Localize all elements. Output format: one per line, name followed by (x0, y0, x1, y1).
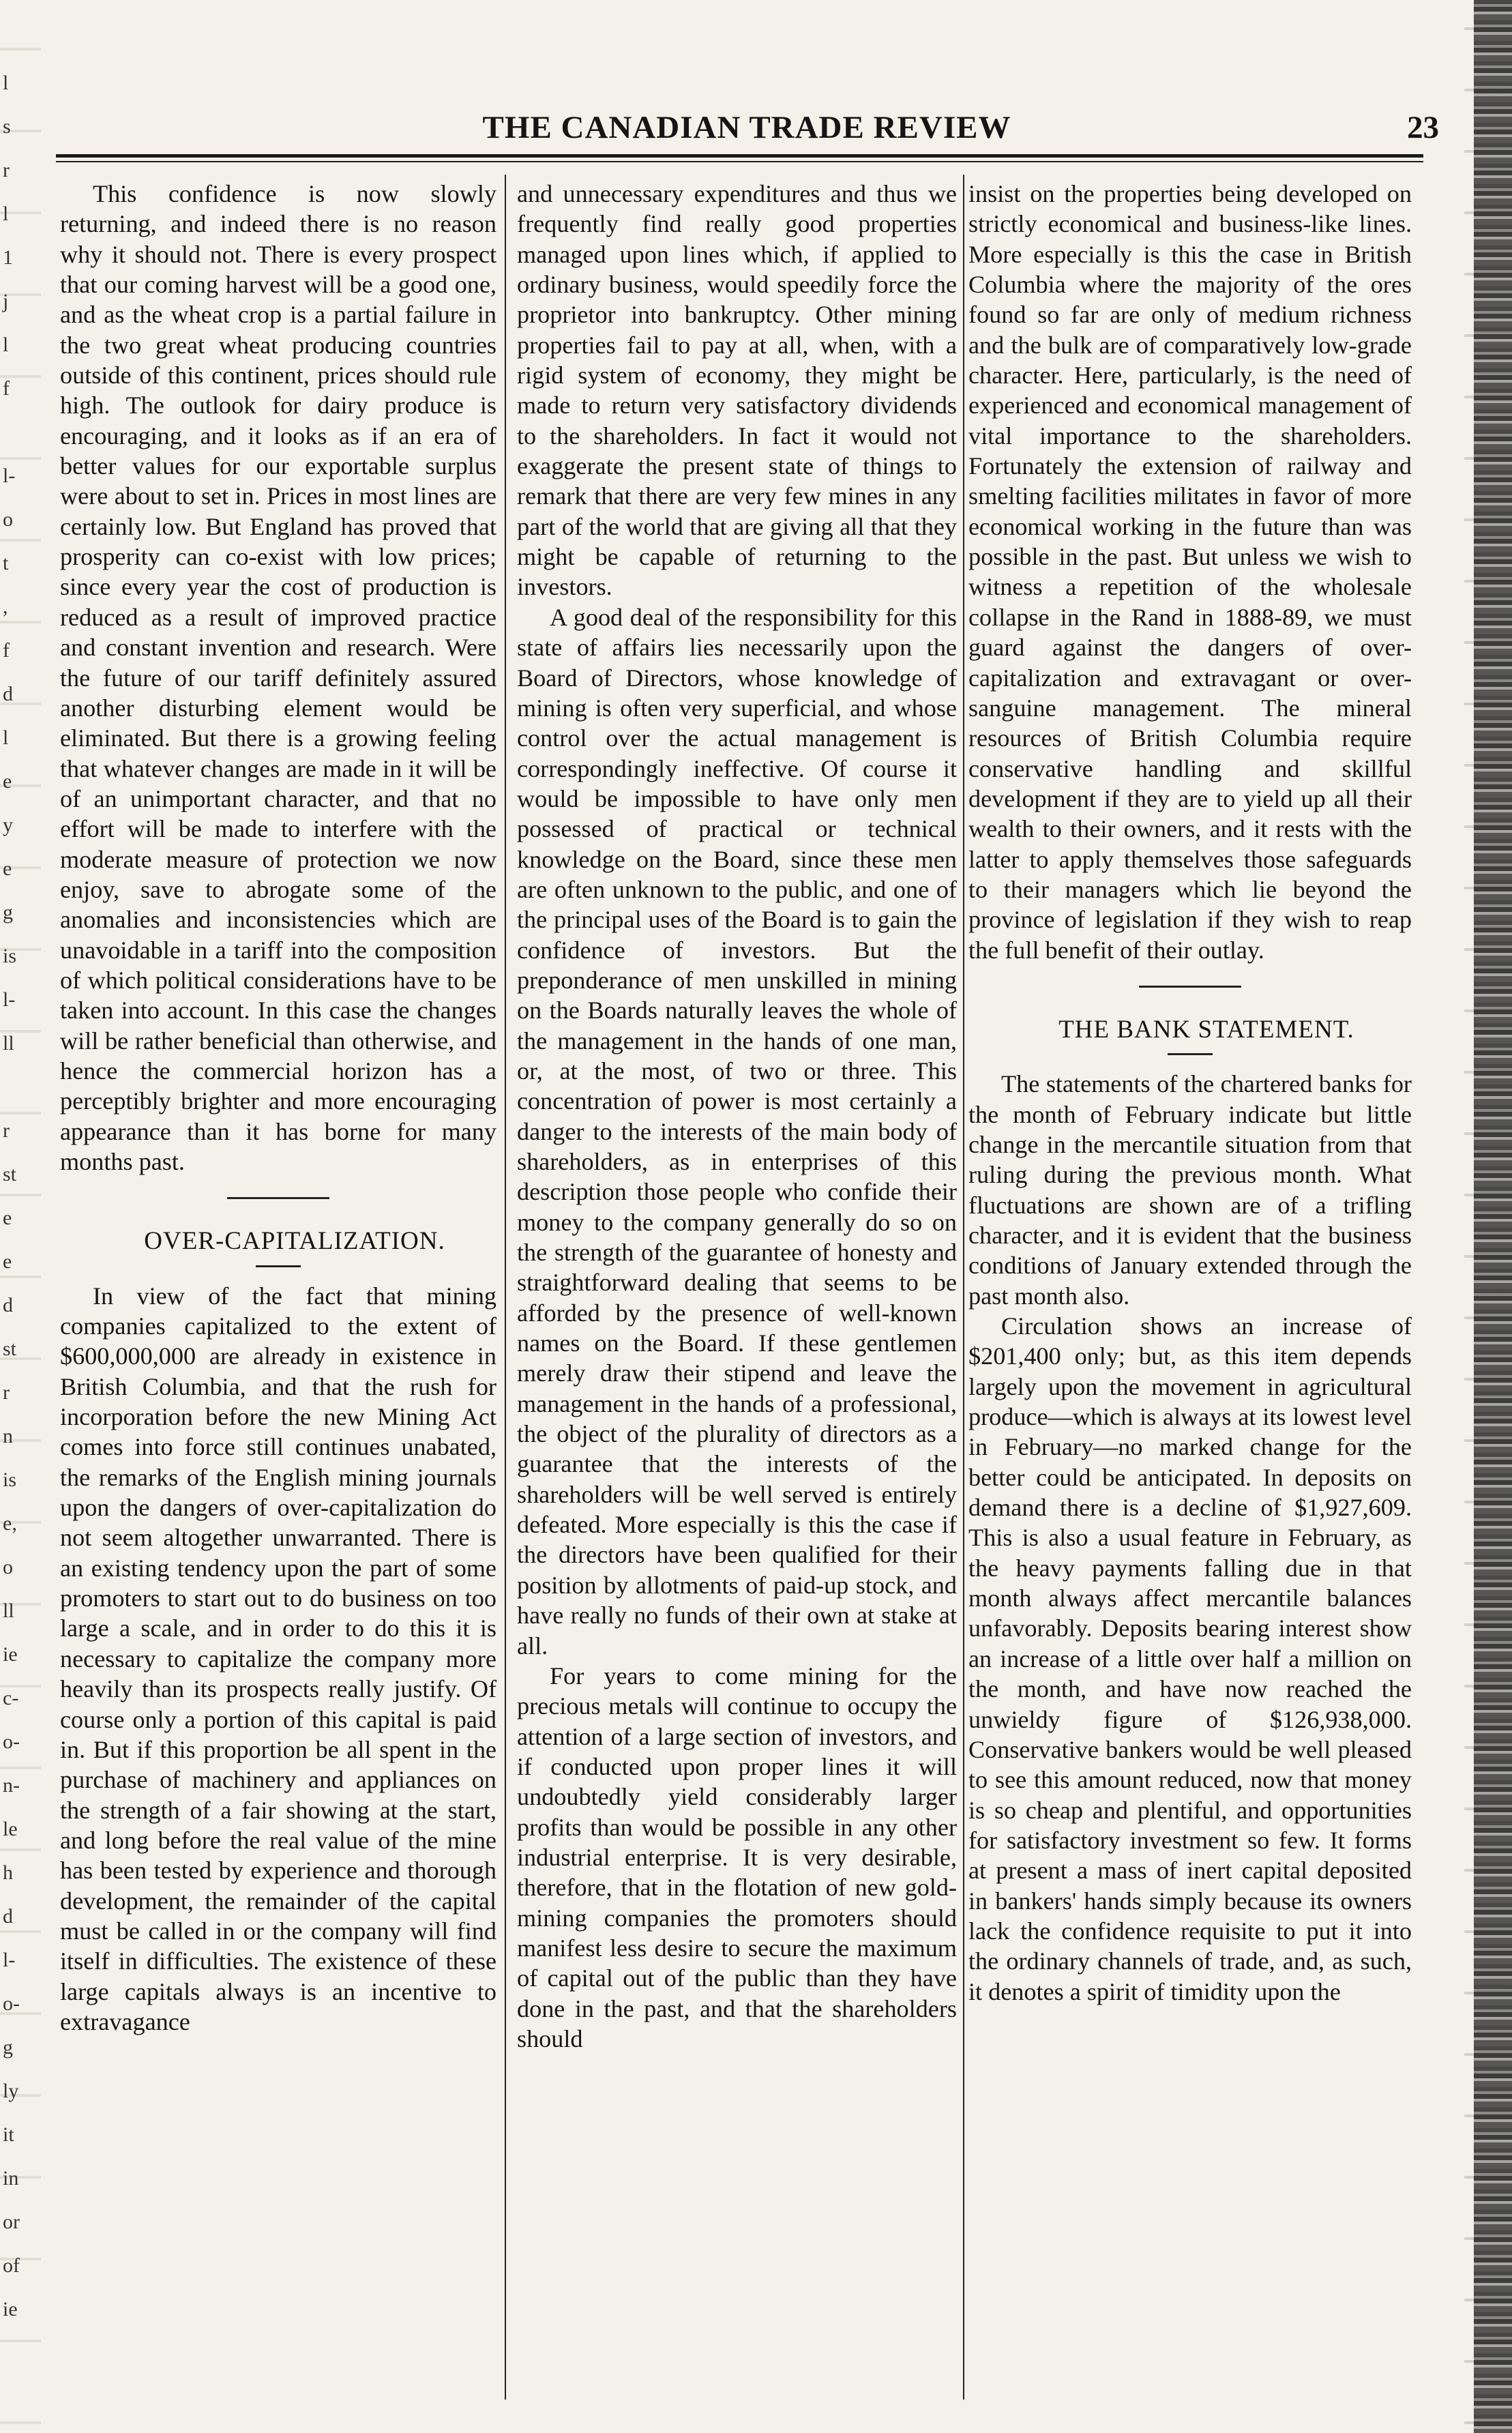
page-header (55, 109, 1439, 150)
section-heading-bank-statement: THE BANK STATEMENT. (1058, 1015, 1354, 1044)
paragraph: This confidence is now slowly returning, and indeed there is no reason why it should not. There is every prospect that our coming harvest will be a good one, and as the wheat crop is a partial failure in the two great wheat producing countries outside of this continent, prices should rule high. The outlook for dairy produce is encouraging, and it looks as if an era of better values for our exportable surplus were about to set in. Prices in most lines are certainly low. But England has proved that prosperity can co-exist with low prices; since every year the cost of production is reduced as a result of improved practice and constant invention and research. Were the future of our tariff definitely assured another disturbing element would be eliminated. But there is a growing feeling that whatever changes are made in it will be of an unimportant character, and that no effort will be made to interfere with the moderate measure of protection we now enjoy, save to abrogate some of the anomalies and inconsistencies which are unavoidable in a tariff into the composition of which political considerations have to be taken into account. In this case the changes will be rather beneficial than otherwise, and hence the commercial horizon has a perceptibly brighter and more encouraging appearance than it has borne for many months past. (60, 180, 496, 1175)
publication-title: THE CANADIAN TRADE REVIEW (482, 110, 1011, 145)
scan-right-edge (1474, 0, 1512, 2433)
header-rule-thick (56, 154, 1423, 158)
heading-underline (1168, 1053, 1213, 1055)
header-rule-thin (56, 161, 1423, 162)
section-divider (227, 1197, 329, 1199)
paragraph: For years to come mining for the precious metals will continue to occupy the attention of a large section of investors, and if conducted upon proper lines it will undoubtedly yield considerably larger profits than would be possible in any other industrial enterprise. It is very desirable, therefore, that in the flotation of new gold-mining companies the promoters should manifest less desire to secure the maximum of capital out of the public than they have done in the past, and that the shareholders should (517, 1662, 957, 2052)
column-2 (517, 179, 957, 2409)
paragraph: insist on the properties being developed on strictly economical and business-like lines. More especially is this the case in British Columbia where the majority of the ores found so far are only of medium richness and the bulk are of comparatively low-grade character. Here, particularly, is the need of experienced and economical management of vital importance to the shareholders. Fortunately the extension of railway and smelting facilities militates in favor of more economical working in the future than was possible in the past. But unless we wish to witness a repetition of the wholesale collapse in the Rand in 1888-89, we must guard against the dangers of over-capitalization and extravagant or over-sanguine management. The mineral resources of British Columbia require conservative handling and skillful development if they are to yield up all their wealth to their owners, and it rests with the latter to apply themselves those safeguards to their managers which lie beyond the province of legislation if they wish to reap the full benefit of their outlay. (968, 180, 1412, 964)
paragraph: The statements of the chartered banks for the month of February indicate but little change in the mercantile situation from that ruling during the previous month. What fluctuations are shown are of a trifling character, and it is evident that the business conditions of January extended through the past month also. (968, 1070, 1412, 1310)
heading-underline (256, 1265, 301, 1267)
paragraph: In view of the fact that mining companies capitalized to the extent of $600,000,000 are already in existence in British Columbia, and that the rush for incorporation before the new Mining Act comes into force still continues unabated, the remarks of the English mining journals upon the dangers of over-capitalization do not seem altogether unwarranted. There is an existing tendency upon the part of some promoters to start out to do business on too large a scale, and in order to do this it is necessary to capitalize the company more heavily than its prospects really justify. Of course only a portion of this capital is paid in. But if this proportion be all spent in the purchase of machinery and appliances on the strength of a fair showing at the start, and long before the real value of the mine has been tested by experience and thorough development, the remainder of the capital must be called in or the company will find itself in difficulties. The existence of these large capitals always is an incentive to extravagance (60, 1282, 496, 2035)
bleed-through-text: l s r l 1 j l f l- o t , f d l e y e g is l- ll r st e e d st r n is e, o ll ie c- o- n- le h d l- o- g ly it in or of ie (3, 72, 20, 2320)
column-3 (968, 179, 1412, 2409)
paragraph: A good deal of the responsibility for this state of affairs lies necessarily upon the Board of Directors, whose knowledge of mining is often very superficial, and whose control over the actual management is correspondingly ineffective. Of course it would be impossible to have only men possessed of practical or technical knowledge on the Board, since these men are often unknown to the public, and one of the principal uses of the Board is to gain the confidence of investors. But the preponderance of men unskilled in mining on the Boards naturally leaves the whole of the management in the hands of one man, or, at the most, of two or three. This concentration of power is most certainly a danger to the interests of the main body of shareholders, as in enterprises of this description those people who confide their money to the company generally do so on the strength of the guarantee of honesty and straightforward dealing that seems to be afforded by the presence of well-known names on the Board. If these gentlemen merely draw their stipend and leave the management in the hands of a professional, the object of the plurality of directors as a guarantee that the interests of the shareholders will be well served is entirely defeated. More especially is this the case if the directors have been qualified for their position by allotments of paid-up stock, and have really no funds of their own at stake at all. (517, 603, 957, 1660)
paragraph: and unnecessary expenditures and thus we frequently find really good properties managed upon lines which, if applied to ordinary business, would speedily force the proprietor into bankruptcy. Other mining properties fail to pay at all, when, with a rigid system of economy, they might be made to return very satisfactory dividends to the shareholders. In fact it would not exaggerate the present state of things to remark that there are very few mines in any part of the world that are giving all that they might be capable of returning to the investors. (517, 180, 957, 601)
paragraph: Circulation shows an increase of $201,400 only; but, as this item depends largely upon the movement in agricultural produce—which is always at its lowest level in February—no marked change for the better could be anticipated. In deposits on demand there is a decline of $1,927,609. This is also a usual feature in February, as the heavy payments falling due in that month always affect mercantile balances unfavorably. Deposits bearing interest show an increase of a little over half a million on the month, and have now reached the unwieldy figure of $126,938,000. Conservative bankers would be well pleased to see this amount reduced, now that money is so cheap and plentiful, and opportunities for satisfactory investment so few. It forms at present a mass of inert capital deposited in bankers' hands simply because its owners lack the confidence requisite to put it into the ordinary channels of trade, and, as such, it denotes a spirit of timidity upon the (968, 1312, 1412, 2005)
scan-edge-shadow (1464, 0, 1474, 2433)
section-heading-over-capitalization: OVER-CAPITALIZATION. (144, 1227, 445, 1256)
page-number: 23 (1407, 110, 1439, 145)
column-divider-2 (963, 175, 964, 2400)
scan-left-margin (0, 0, 41, 2433)
column-divider-1 (505, 175, 506, 2400)
column-1 (60, 179, 496, 2409)
section-divider (1139, 986, 1241, 988)
